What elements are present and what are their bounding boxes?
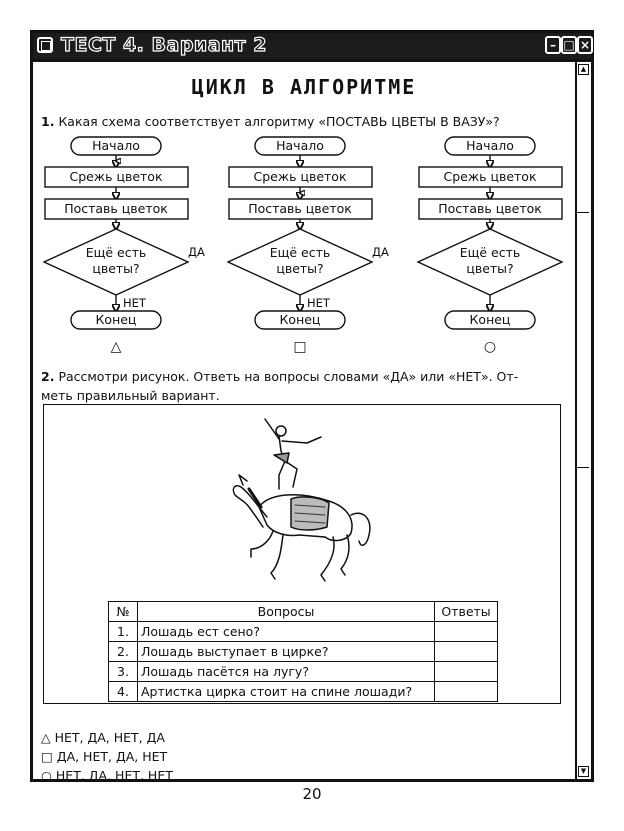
scroll-down-icon[interactable]: ▼ <box>578 766 589 777</box>
flowcharts <box>33 62 581 392</box>
flowchart-triangle[interactable] <box>44 137 205 355</box>
row-number: 1. <box>109 622 138 642</box>
window-title: ТЕСТ 4. Вариант 2 <box>61 34 268 56</box>
row-question: Лошадь выступает в цирке? <box>138 642 435 662</box>
square-marker: □ <box>293 339 307 355</box>
window-menu-icon[interactable] <box>37 37 53 53</box>
col-answer-header: Ответы <box>435 602 498 622</box>
table-row <box>109 642 498 662</box>
condition-label-2: цветы? <box>466 261 514 276</box>
test-content <box>33 62 575 783</box>
table-row <box>109 682 498 702</box>
answer-cell[interactable] <box>435 682 498 702</box>
row-number: 4. <box>109 682 138 702</box>
square-marker: □ <box>41 749 53 764</box>
col-question-header: Вопросы <box>138 602 435 622</box>
condition-label-2: цветы? <box>92 261 140 276</box>
table-row <box>109 662 498 682</box>
end-label: Конец <box>469 312 511 327</box>
row-number: 2. <box>109 642 138 662</box>
triangle-marker: △ <box>41 730 51 745</box>
start-label: Начало <box>466 138 514 153</box>
col-number-header: № <box>109 602 138 622</box>
row-number: 3. <box>109 662 138 682</box>
answer-cell[interactable] <box>435 642 498 662</box>
start-label: Начало <box>276 138 324 153</box>
yes-label: ДА <box>372 245 389 259</box>
question-2-number: 2. <box>41 369 55 384</box>
row-question: Лошадь ест сено? <box>138 622 435 642</box>
answer-cell[interactable] <box>435 622 498 642</box>
picture-box <box>43 404 561 704</box>
table-header <box>109 602 498 622</box>
cut-label: Срежь цветок <box>69 169 163 184</box>
question-1-text: Какая схема соответствует алгоритму «ПОСТАВЬ ЦВЕТЫ В ВАЗУ»? <box>58 114 500 129</box>
no-label: НЕТ <box>307 296 330 310</box>
question-1-number: 1. <box>41 114 55 129</box>
table-row <box>109 622 498 642</box>
cut-label: Срежь цветок <box>443 169 537 184</box>
condition-label-1: Ещё есть <box>85 245 147 260</box>
close-icon[interactable]: × <box>577 36 593 54</box>
question-2-text-2: меть правильный вариант. <box>41 388 220 403</box>
question-2 <box>41 367 571 405</box>
end-label: Конец <box>279 312 321 327</box>
maximize-icon[interactable]: □ <box>561 36 577 54</box>
page-number: 20 <box>302 785 322 803</box>
cut-label: Срежь цветок <box>253 169 347 184</box>
test-window <box>30 30 594 782</box>
condition-label-1: Ещё есть <box>269 245 331 260</box>
put-label: Поставь цветок <box>438 201 542 216</box>
yes-label: ДА <box>188 245 205 259</box>
condition-label-2: цветы? <box>276 261 324 276</box>
answer-text: НЕТ, ДА, НЕТ, ДА <box>54 730 165 745</box>
answer-option-square[interactable] <box>41 747 167 766</box>
flowchart-square[interactable] <box>228 137 389 355</box>
title-bar <box>33 33 591 62</box>
start-label: Начало <box>92 138 140 153</box>
page-title: ЦИКЛ В АЛГОРИТМЕ <box>191 75 417 99</box>
answer-option-circle[interactable] <box>41 766 173 785</box>
put-label: Поставь цветок <box>248 201 352 216</box>
flowchart-circle[interactable] <box>418 137 562 355</box>
answer-cell[interactable] <box>435 662 498 682</box>
answer-text: ДА, НЕТ, ДА, НЕТ <box>56 749 168 764</box>
end-label: Конец <box>95 312 137 327</box>
minimize-icon[interactable]: – <box>545 36 561 54</box>
triangle-marker: △ <box>110 339 122 355</box>
scroll-up-icon[interactable]: ▲ <box>578 64 589 75</box>
put-label: Поставь цветок <box>64 201 168 216</box>
no-label: НЕТ <box>123 296 146 310</box>
row-question: Лошадь пасётся на лугу? <box>138 662 435 682</box>
questions-table <box>108 601 498 702</box>
row-question: Артистка цирка стоит на спине лошади? <box>138 682 435 702</box>
question-2-text-1: Рассмотри рисунок. Ответь на вопросы словами «ДА» или «НЕТ». От- <box>58 369 519 384</box>
condition-label-1: Ещё есть <box>459 245 521 260</box>
circle-marker: ○ <box>483 339 497 355</box>
circus-horse-illustration <box>229 409 379 599</box>
circle-marker: ○ <box>41 768 52 783</box>
answer-option-triangle[interactable] <box>41 728 165 747</box>
answer-text: НЕТ, ДА, НЕТ, НЕТ <box>55 768 173 783</box>
